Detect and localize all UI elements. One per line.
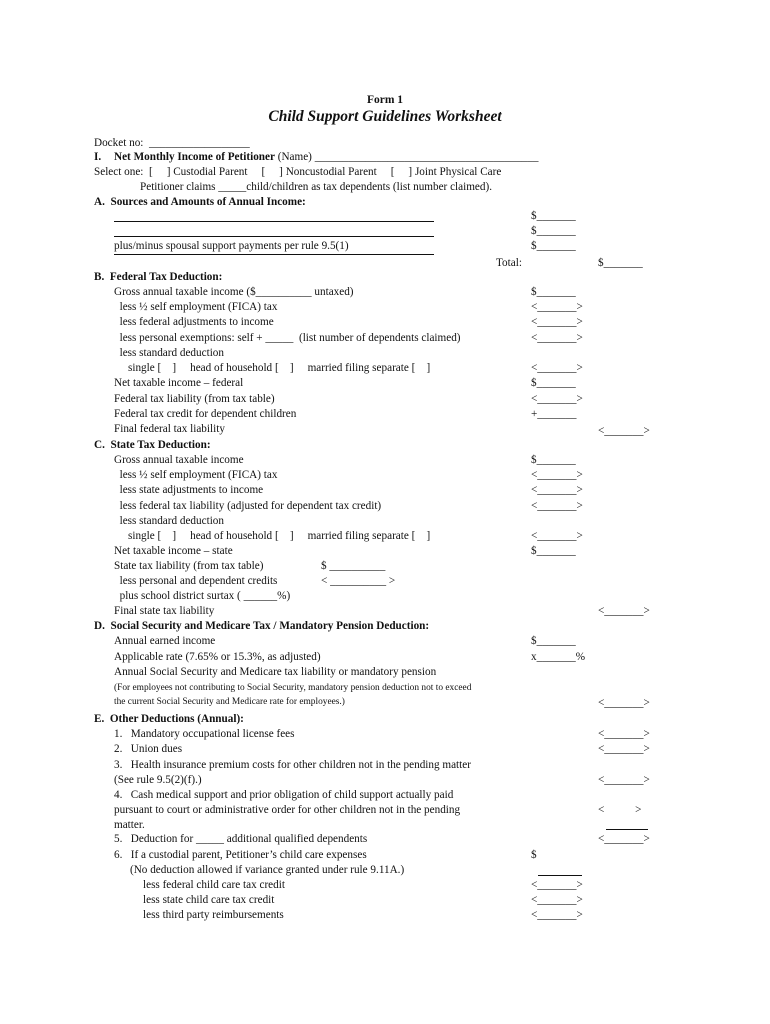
state-filing-status[interactable]: single [ ] head of household [ ] married filing separate [ ] bbox=[114, 530, 431, 542]
federal-amount-6[interactable]: $_______ bbox=[531, 377, 576, 389]
federal-line-9: Final federal tax liability bbox=[114, 423, 225, 435]
page-title: Child Support Guidelines Worksheet bbox=[268, 108, 502, 125]
state-line-4: less standard deduction bbox=[114, 515, 224, 527]
state-line-2: less state adjustments to income bbox=[114, 484, 264, 496]
federal-child-care-credit-amount[interactable]: <_______> bbox=[531, 879, 583, 891]
total-label: Total: bbox=[496, 257, 522, 269]
deduction-item-3-ref: (See rule 9.5(2)(f).) bbox=[114, 774, 202, 786]
deduction-item-2: 2. Union dues bbox=[114, 743, 183, 755]
deduction-item-4c: matter. bbox=[114, 819, 145, 831]
federal-amount-3[interactable]: <_______> bbox=[531, 332, 583, 344]
parent-type-selector[interactable]: Select one: [ ] Custodial Parent [ ] Noncustodial Parent [ ] Joint Physical Care bbox=[94, 166, 502, 178]
ss-liability-label: Annual Social Security and Medicare tax liability or mandatory pension bbox=[114, 666, 437, 678]
income-amount-3[interactable]: $_______ bbox=[531, 240, 576, 252]
state-liability-label: State tax liability (from tax table) bbox=[114, 560, 264, 572]
deduction-amount-1[interactable]: <_______> bbox=[598, 728, 650, 740]
section-a-heading: A. Sources and Amounts of Annual Income: bbox=[94, 196, 306, 208]
earned-income-amount[interactable]: $_______ bbox=[531, 635, 576, 647]
state-amount-1[interactable]: <_______> bbox=[531, 469, 583, 481]
state-child-care-credit-amount[interactable]: <_______> bbox=[531, 894, 583, 906]
federal-amount-8[interactable]: +_______ bbox=[531, 408, 577, 420]
federal-line-3: less personal exemptions: self + _____ (list number of dependents claimed) bbox=[114, 332, 461, 344]
state-final-amount[interactable]: <_______> bbox=[598, 605, 650, 617]
federal-line-4: less standard deduction bbox=[114, 347, 224, 359]
section-i-bold: Net Monthly Income of Petitioner bbox=[114, 151, 275, 163]
federal-line-0: Gross annual taxable income ($__________ untaxed) bbox=[114, 286, 354, 298]
state-amount-5[interactable]: <_______> bbox=[531, 530, 583, 542]
income-source-line-1[interactable] bbox=[114, 221, 434, 222]
deduction-amount-4[interactable]: < > bbox=[598, 804, 642, 816]
income-amount-1[interactable]: $_______ bbox=[531, 210, 576, 222]
federal-amount-7[interactable]: <_______> bbox=[531, 393, 583, 405]
dependents-claimed-line[interactable]: Petitioner claims _____child/children as tax dependents (list number claimed). bbox=[140, 181, 493, 193]
federal-line-7: Federal tax liability (from tax table) bbox=[114, 393, 275, 405]
federal-line-8: Federal tax credit for dependent children bbox=[114, 408, 297, 420]
school-surtax-line[interactable]: plus school district surtax ( ______%) bbox=[114, 590, 291, 602]
ss-final-amount[interactable]: <_______> bbox=[598, 697, 650, 709]
income-source-line-2[interactable] bbox=[114, 236, 434, 237]
section-c-heading: C. State Tax Deduction: bbox=[94, 439, 211, 451]
pension-note-1: (For employees not contributing to Social Security, mandatory pension deduction not to exceed bbox=[114, 683, 472, 693]
spousal-support-line[interactable] bbox=[114, 254, 434, 255]
state-amount-6[interactable]: $_______ bbox=[531, 545, 576, 557]
section-b-heading: B. Federal Tax Deduction: bbox=[94, 271, 223, 283]
federal-final-amount[interactable]: <_______> bbox=[598, 425, 650, 437]
applicable-rate-amount[interactable]: x_______% bbox=[531, 651, 586, 663]
deduction-item-6-note: (No deduction allowed if variance granted under rule 9.11A.) bbox=[130, 864, 405, 876]
deduction-item-4a: 4. Cash medical support and prior obligation of child support actually paid bbox=[114, 789, 454, 801]
state-line-0: Gross annual taxable income bbox=[114, 454, 244, 466]
deduction-item-1: 1. Mandatory occupational license fees bbox=[114, 728, 295, 740]
spousal-support-label: plus/minus spousal support payments per rule 9.5(1) bbox=[114, 240, 349, 252]
federal-amount-5[interactable]: <_______> bbox=[531, 362, 583, 374]
federal-child-care-credit-label: less federal child care tax credit bbox=[143, 879, 285, 891]
federal-line-6: Net taxable income – federal bbox=[114, 377, 244, 389]
section-i-heading bbox=[114, 150, 538, 164]
pension-note-2: the current Social Security and Medicare rate for employees.) bbox=[114, 697, 345, 707]
third-party-reimbursement-amount[interactable]: <_______> bbox=[531, 909, 583, 921]
federal-line-1: less ½ self employment (FICA) tax bbox=[114, 301, 278, 313]
state-line-3: less federal tax liability (adjusted for dependent tax credit) bbox=[114, 500, 382, 512]
applicable-rate-label: Applicable rate (7.65% or 15.3%, as adjusted) bbox=[114, 651, 321, 663]
deduction-item-4b: pursuant to court or administrative order for other children not in the pending bbox=[114, 804, 461, 816]
state-child-care-credit-label: less state child care tax credit bbox=[143, 894, 275, 906]
federal-amount-0[interactable]: $_______ bbox=[531, 286, 576, 298]
deduction-amount-2[interactable]: <_______> bbox=[598, 743, 650, 755]
form-label: Form 1 bbox=[366, 94, 404, 106]
docket-line[interactable]: Docket no: __________________ bbox=[94, 137, 250, 149]
deduction-item-3: 3. Health insurance premium costs for other children not in the pending matter bbox=[114, 759, 471, 771]
section-i-number: I. bbox=[94, 151, 102, 163]
deduction-amount-3[interactable]: <_______> bbox=[598, 774, 650, 786]
state-final-label: Final state tax liability bbox=[114, 605, 215, 617]
state-amount-0[interactable]: $_______ bbox=[531, 454, 576, 466]
state-amount-2[interactable]: <_______> bbox=[531, 484, 583, 496]
state-line-6: Net taxable income – state bbox=[114, 545, 233, 557]
state-amount-3[interactable]: <_______> bbox=[531, 500, 583, 512]
deduction-item-5[interactable]: 5. Deduction for _____ additional qualified dependents bbox=[114, 833, 368, 845]
income-amount-2[interactable]: $_______ bbox=[531, 225, 576, 237]
deduction-amount-5[interactable]: <_______> bbox=[598, 833, 650, 845]
section-e-heading: E. Other Deductions (Annual): bbox=[94, 713, 244, 725]
deduction-amount-4-underline bbox=[606, 829, 648, 830]
federal-filing-status[interactable]: single [ ] head of household [ ] married filing separate [ ] bbox=[114, 362, 431, 374]
petitioner-name-field[interactable]: (Name) ________________________________________ bbox=[274, 151, 539, 163]
child-care-underline bbox=[538, 875, 582, 876]
federal-amount-2[interactable]: <_______> bbox=[531, 316, 583, 328]
personal-credits-amount[interactable]: < __________ > bbox=[321, 575, 396, 587]
child-care-amount[interactable]: $ bbox=[531, 849, 537, 861]
state-liability-amount[interactable]: $ __________ bbox=[321, 560, 386, 572]
personal-credits-label: less personal and dependent credits bbox=[114, 575, 278, 587]
deduction-item-6: 6. If a custodial parent, Petitioner’s child care expenses bbox=[114, 849, 367, 861]
income-total-amount[interactable]: $_______ bbox=[598, 257, 643, 269]
third-party-reimbursement-label: less third party reimbursements bbox=[143, 909, 284, 921]
section-d-heading: D. Social Security and Medicare Tax / Mandatory Pension Deduction: bbox=[94, 620, 430, 632]
earned-income-label: Annual earned income bbox=[114, 635, 216, 647]
federal-line-2: less federal adjustments to income bbox=[114, 316, 274, 328]
federal-amount-1[interactable]: <_______> bbox=[531, 301, 583, 313]
state-line-1: less ½ self employment (FICA) tax bbox=[114, 469, 278, 481]
